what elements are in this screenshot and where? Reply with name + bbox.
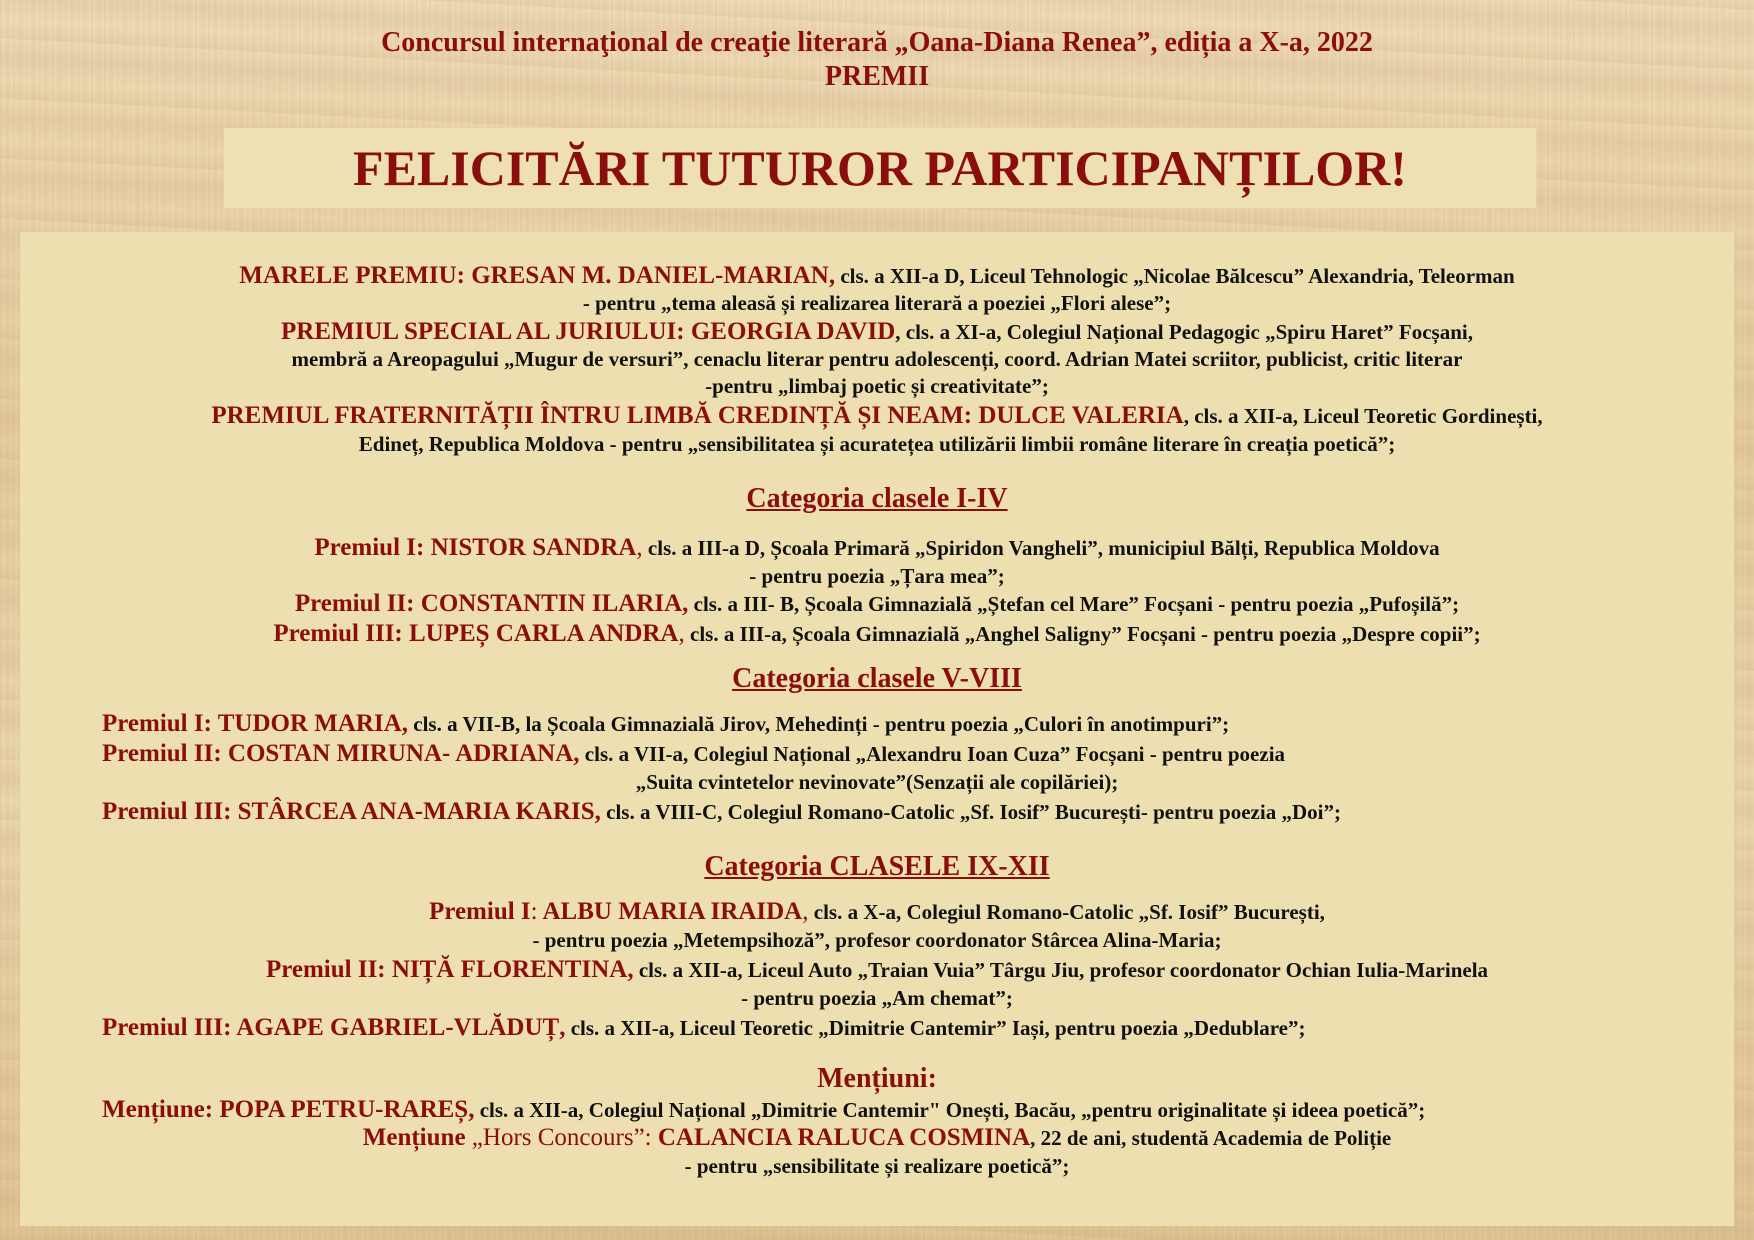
premiul-juriului-detail: membră a Areopagului „Mugur de versuri”, cenaclu literar pentru adolescenți, coord. Adrian Matei scriitor, publicist, critic literar <box>291 347 1463 371</box>
marele-premiu-winner: MARELE PREMIU: GRESAN M. DANIEL-MARIAN, <box>239 262 836 289</box>
congratulations-banner: FELICITĂRI TUTUROR PARTICIPANȚILOR! <box>224 128 1536 208</box>
mentiune-2: Mențiune „Hors Concours”: CALANCIA RALUCA COSMINA, 22 de ani, studentă Academia de Poliție <box>362 1124 1392 1151</box>
marele-premiu-line: MARELE PREMIU: GRESAN M. DANIEL-MARIAN, cls. a XII-a D, Liceul Tehnologic „Nicolae Bălcescu” Alexandria, Teleorman <box>239 262 1515 289</box>
cat2-premiul-2: Premiul II: COSTAN MIRUNA- ADRIANA, cls. a VII-a, Colegiul Național „Alexandru Ioan Cuza” Focșani - pentru poezia <box>102 740 1286 767</box>
premiul-fraternitatii-winner: PREMIUL FRATERNITĂȚII ÎNTRU LIMBĂ CREDINȚĂ ȘI NEAM: DULCE VALERIA <box>211 402 1184 429</box>
cat3-premiul-3: Premiul III: AGAPE GABRIEL-VLĂDUȚ, cls. a XII-a, Liceul Teoretic „Dimitrie Cantemir” Iași, pentru poezia „Dedublare”; <box>102 1014 1306 1041</box>
cat2-premiul-1: Premiul I: TUDOR MARIA, cls. a VII-B, la Școala Gimnazială Jirov, Mehedinți - pentru poezia „Culori în anotimpuri”; <box>102 710 1230 737</box>
mentiune-2-reason: - pentru „sensibilitate și realizare poetică”; <box>684 1154 1070 1178</box>
contest-title: Concursul internaţional de creaţie literară „Oana-Diana Renea”, ediția a X-a, 2022 <box>381 27 1373 58</box>
premiul-fraternitatii-line: PREMIUL FRATERNITĂȚII ÎNTRU LIMBĂ CREDINȚĂ ȘI NEAM: DULCE VALERIA, cls. a XII-a, Liceul Teoretic Gordinești, <box>211 402 1543 429</box>
category-v-viii-title: Categoria clasele V-VIII <box>732 663 1022 694</box>
premiul-fraternitatii-reason: Edineț, Republica Moldova - pentru „sensibilitatea și acuratețea utilizării limbii române literare în creația poetică”; <box>358 432 1396 456</box>
category-i-iv-title: Categoria clasele I-IV <box>746 483 1008 514</box>
category-ix-xii-title: Categoria CLASELE IX-XII <box>704 851 1050 882</box>
mentiuni-title: Mențiuni: <box>817 1063 937 1094</box>
premiul-juriului-reason: -pentru „limbaj poetic și creativitate”; <box>705 374 1049 398</box>
cat1-premiul-1: Premiul I: NISTOR SANDRA, cls. a III-a D, Școala Primară „Spiridon Vangheli”, municipiul Bălți, Republica Moldova <box>314 534 1440 561</box>
awards-panel <box>20 232 1734 1226</box>
cat3-premiul-2-poem: - pentru poezia „Am chemat”; <box>741 986 1013 1010</box>
premii-title: PREMII <box>824 61 930 92</box>
cat1-premiul-1-poem: - pentru poezia „Țara mea”; <box>749 564 1005 588</box>
premiul-juriului-line: PREMIUL SPECIAL AL JURIULUI: GEORGIA DAVID, cls. a XI-a, Colegiul Național Pedagogic „Spiru Haret” Focșani, <box>281 318 1473 345</box>
marele-premiu-reason: - pentru „tema aleasă și realizarea literară a poeziei „Flori alese”; <box>582 291 1172 315</box>
cat2-premiul-2-poem: „Suita cvintetelor nevinovate”(Senzații ale copilăriei); <box>635 770 1119 794</box>
cat3-premiul-1-poem: - pentru poezia „Metempsihoză”, profesor coordonator Stârcea Alina-Maria; <box>532 928 1222 952</box>
premiul-juriului-winner: PREMIUL SPECIAL AL JURIULUI: GEORGIA DAVID <box>281 318 896 345</box>
cat2-premiul-3: Premiul III: STÂRCEA ANA-MARIA KARIS, cls. a VIII-C, Colegiul Romano-Catolic „Sf. Iosif” București- pentru poezia „Doi”; <box>102 798 1341 825</box>
cat3-premiul-1: Premiul I: ALBU MARIA IRAIDA, cls. a X-a, Colegiul Romano-Catolic „Sf. Iosif” București, <box>429 898 1325 925</box>
cat3-premiul-2: Premiul II: NIȚĂ FLORENTINA, cls. a XII-a, Liceul Auto „Traian Vuia” Târgu Jiu, profesor coordonator Ochian Iulia-Marinela <box>265 956 1489 983</box>
cat1-premiul-2: Premiul II: CONSTANTIN ILARIA, cls. a III- B, Școala Gimnazială „Ștefan cel Mare” Focșani - pentru poezia „Pufoșilă”; <box>294 590 1460 617</box>
cat1-premiul-3: Premiul III: LUPEȘ CARLA ANDRA, cls. a III-a, Școala Gimnazială „Anghel Saligny” Focșani - pentru poezia „Despre copii”; <box>273 620 1481 647</box>
contest-header <box>0 26 1754 94</box>
mentiune-1: Mențiune: POPA PETRU-RAREȘ, cls. a XII-a, Colegiul Național „Dimitrie Cantemir" Onești, Bacău, „pentru originalitate și ideea poetică”; <box>102 1096 1426 1123</box>
